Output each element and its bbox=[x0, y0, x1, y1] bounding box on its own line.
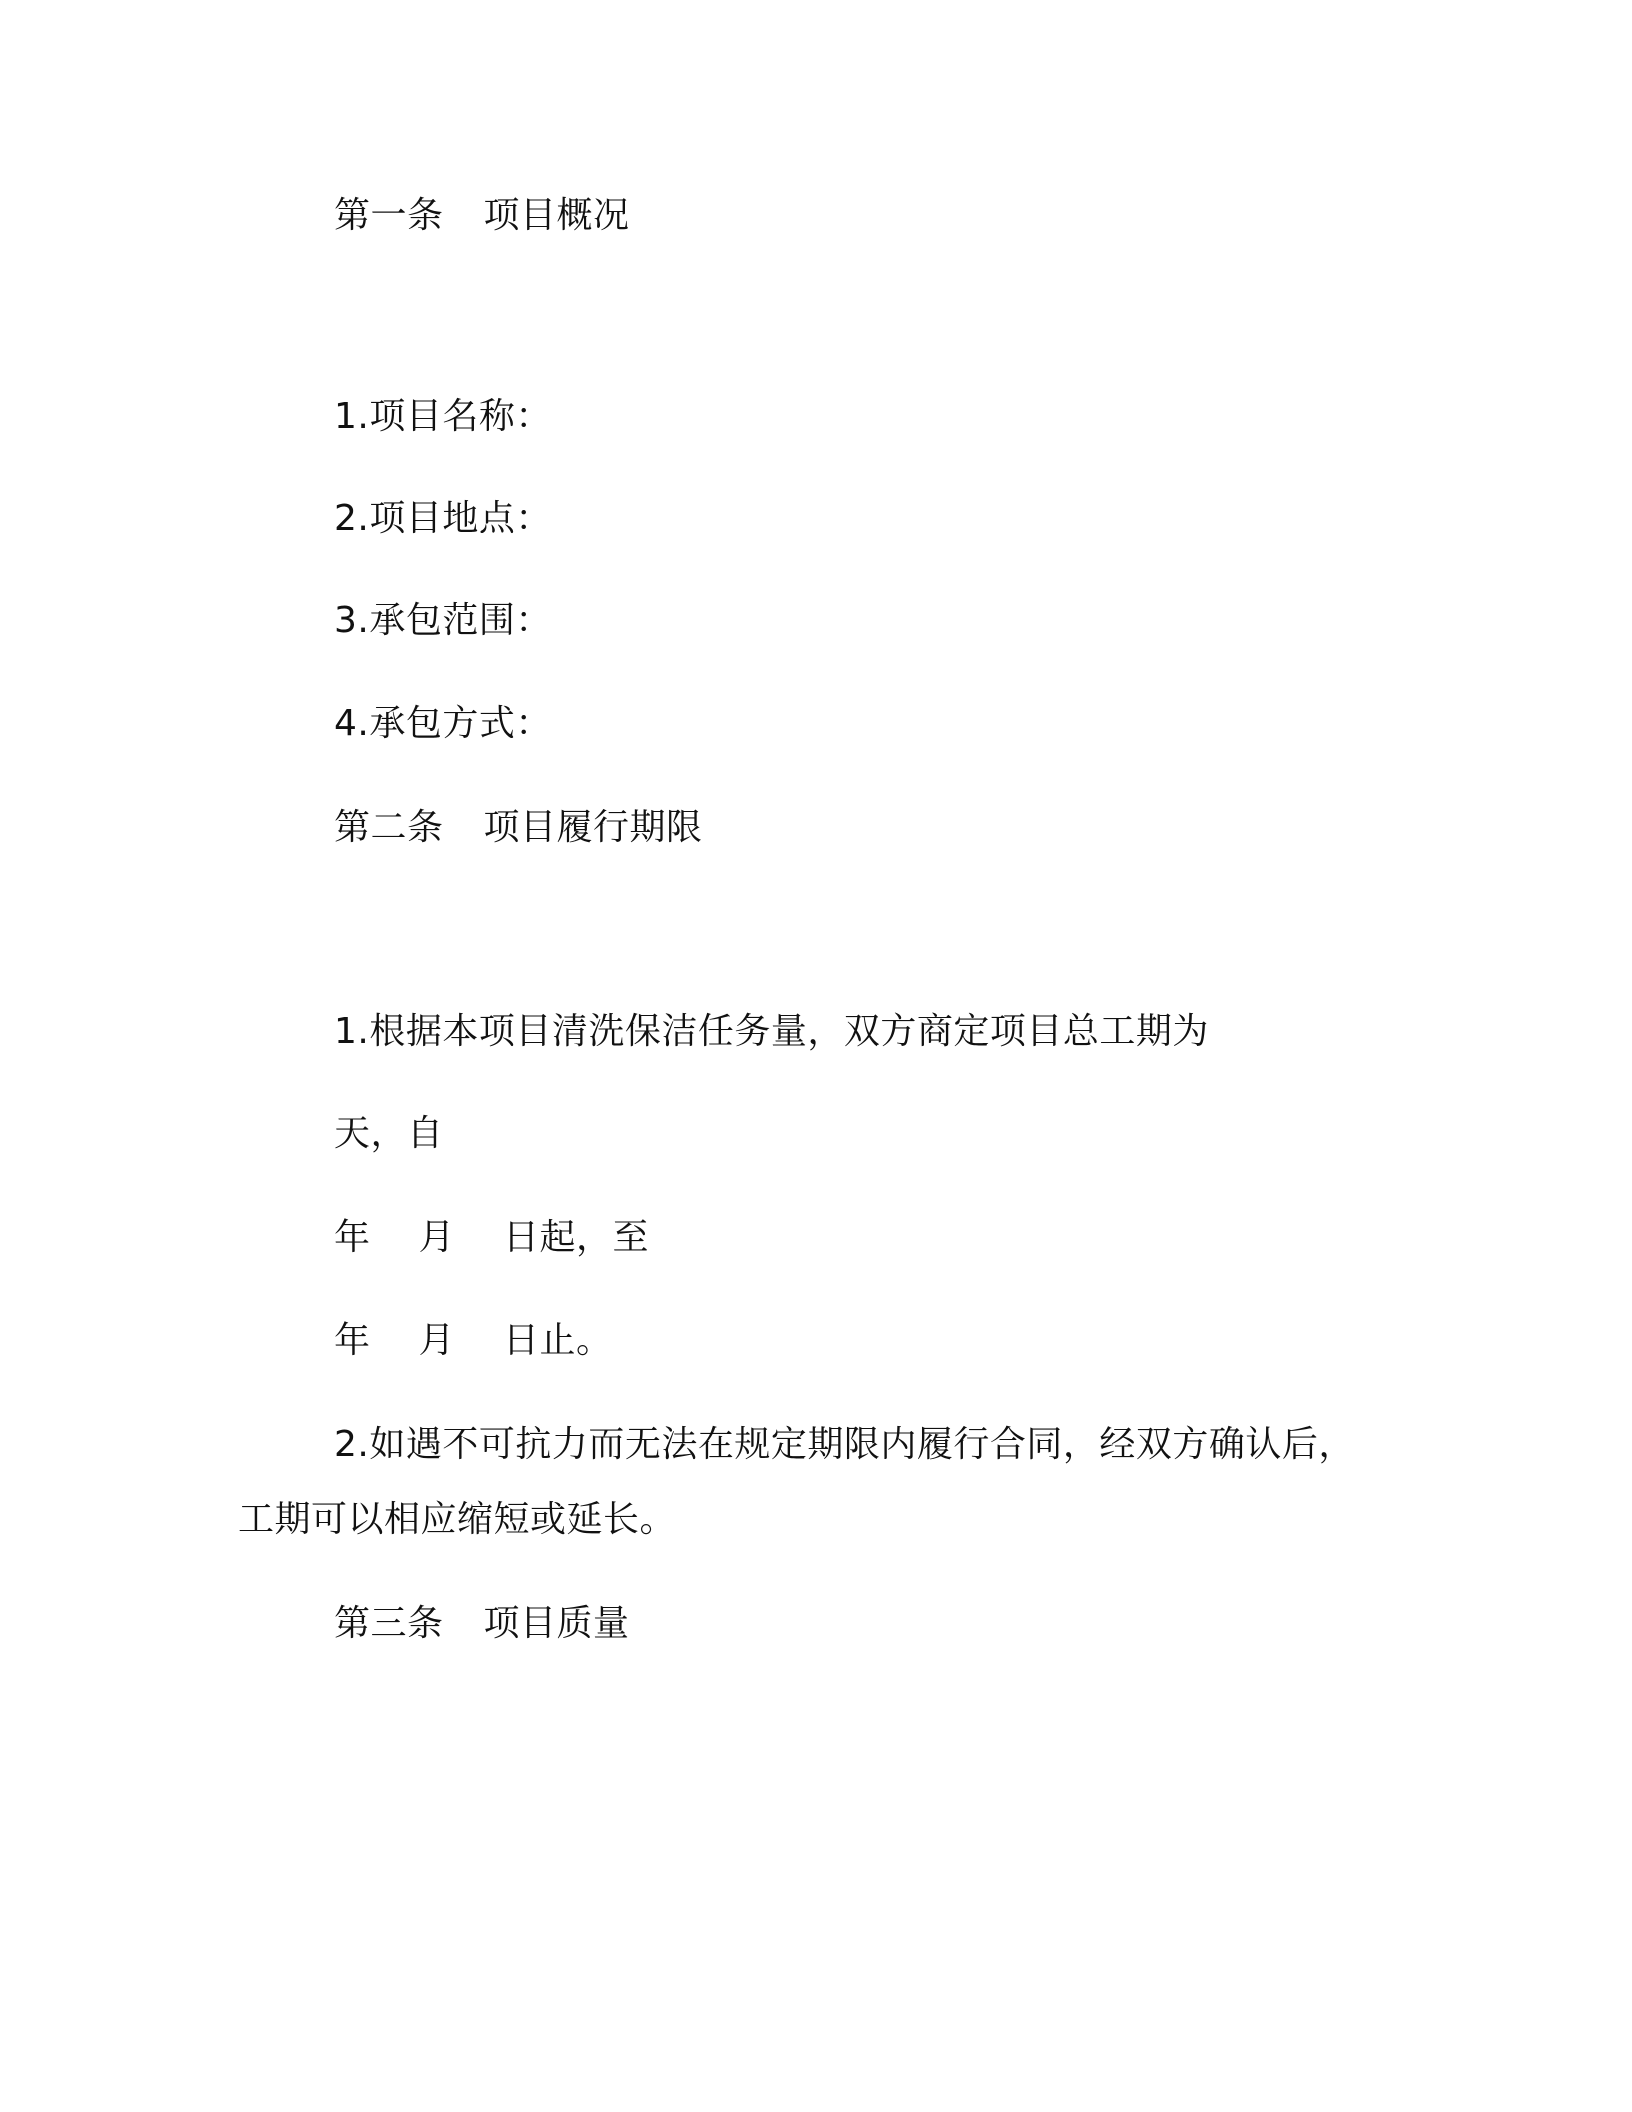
start-month-label: 月 bbox=[418, 1217, 456, 1258]
end-year-label: 年 bbox=[334, 1320, 371, 1361]
article-1-title: 项目概况 bbox=[483, 195, 630, 236]
article-3-title: 项目质量 bbox=[483, 1603, 630, 1644]
duration-clause-line-2: 天，自 bbox=[334, 1113, 444, 1154]
start-year-label: 年 bbox=[334, 1217, 371, 1258]
start-date-line bbox=[334, 1216, 649, 1260]
article-2-heading bbox=[334, 806, 703, 850]
project-name-line: 1.项目名称： bbox=[334, 396, 552, 437]
start-day-label: 日起，至 bbox=[503, 1217, 650, 1258]
project-location-line: 2.项目地点： bbox=[334, 498, 552, 539]
article-2-number: 第二条 bbox=[334, 807, 444, 848]
article-1-number: 第一条 bbox=[334, 195, 444, 236]
end-month-label: 月 bbox=[418, 1320, 456, 1361]
article-1-heading bbox=[334, 194, 630, 238]
article-2-title: 项目履行期限 bbox=[483, 807, 703, 848]
duration-clause-line-1: 1.根据本项目清洗保洁任务量，双方商定项目总工期为 bbox=[334, 1011, 1209, 1052]
contract-method-line: 4.承包方式： bbox=[334, 703, 552, 744]
force-majeure-line-2: 工期可以相应缩短或延长。 bbox=[238, 1499, 677, 1540]
article-3-number: 第三条 bbox=[334, 1603, 444, 1644]
contract-scope-line: 3.承包范围： bbox=[334, 600, 552, 641]
end-date-line bbox=[334, 1319, 613, 1363]
force-majeure-line-1: 2.如遇不可抗力而无法在规定期限内履行合同，经双方确认后， bbox=[334, 1424, 1355, 1465]
article-3-heading bbox=[334, 1602, 630, 1646]
end-day-label: 日止。 bbox=[503, 1320, 613, 1361]
